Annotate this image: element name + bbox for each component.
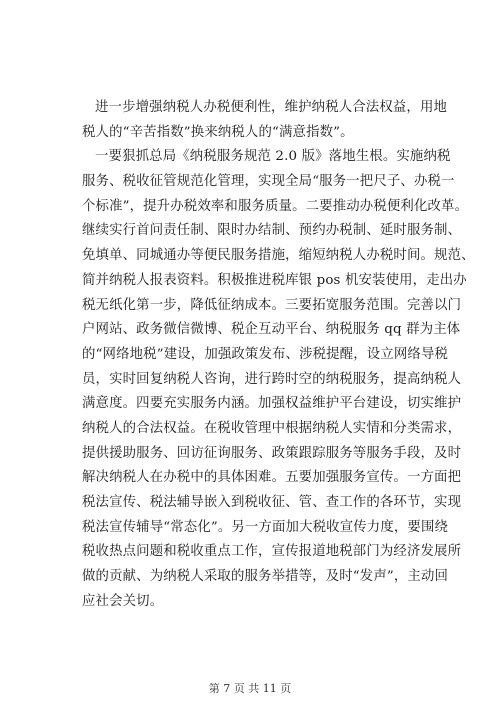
text-line: 提供援助服务、回访征询服务、政策跟踪服务等服务手段，及时 <box>82 445 462 461</box>
text-line: 免填单、同城通办等便民服务措施，缩短纳税人办税时间。规范、 <box>82 248 475 264</box>
text-line: 纳税人的合法权益。在税收管理中根据纳税人实情和分类需求， <box>82 420 462 436</box>
text-line: 税人的“辛苦指数”换来纳税人的“满意指数”。 <box>82 124 354 140</box>
text-line: 简并纳税人报表资料。积极推进税库银 pos 机安装使用，走出办 <box>82 272 467 288</box>
text-line: 税无纸化第一步，降低征纳成本。三要拓宽服务范围。完善以门 <box>82 297 462 313</box>
text-line: 做的贡献、为纳税人采取的服务举措等，及时“发声”，主动回 <box>82 569 449 585</box>
text-line: 一要狠抓总局《纳税服务规范 2.0 版》落地生根。实施纳税 <box>95 149 451 165</box>
text-line: 满意度。四要充实服务内涵。加强权益维护平台建设，切实维护 <box>82 396 462 412</box>
text-line: 继续实行首问责任制、限时办结制、预约办税制、延时服务制、 <box>82 223 462 239</box>
text-line: 税法宣传辅导“常态化”。另一方面加大税收宣传力度，要围绕 <box>82 519 449 535</box>
text-line: 应社会关切。 <box>82 593 164 609</box>
body-text <box>82 96 475 614</box>
text-line: 户网站、政务微信微博、税企互动平台、纳税服务 qq 群为主体 <box>82 322 461 338</box>
text-line: 个标准”，提升办税效率和服务质量。二要推动办税便利化改革。 <box>82 198 469 214</box>
text-line: 服务、税收征管规范化管理，实现全局“服务一把尺子、办税一 <box>82 174 455 190</box>
text-line: 税收热点问题和税收重点工作，宣传报道地税部门为经济发展所 <box>82 544 462 560</box>
text-line: 税法宣传、税法辅导嵌入到税收征、管、查工作的各环节，实现 <box>82 495 462 510</box>
text-line: 解决纳税人在办税中的具体困难。五要加强服务宣传。一方面把 <box>82 470 462 486</box>
text-line: 进一步增强纳税人办税便利性，维护纳税人合法权益，用地 <box>95 100 448 115</box>
page-number-footer: 第 7 页 共 11 页 <box>208 682 292 695</box>
text-line: 员，实时回复纳税人咨询，进行跨时空的纳税服务，提高纳税人 <box>82 371 462 387</box>
text-line: 的“网络地税”建设，加强政策发布、涉税提醒，设立网络导税 <box>82 346 449 362</box>
